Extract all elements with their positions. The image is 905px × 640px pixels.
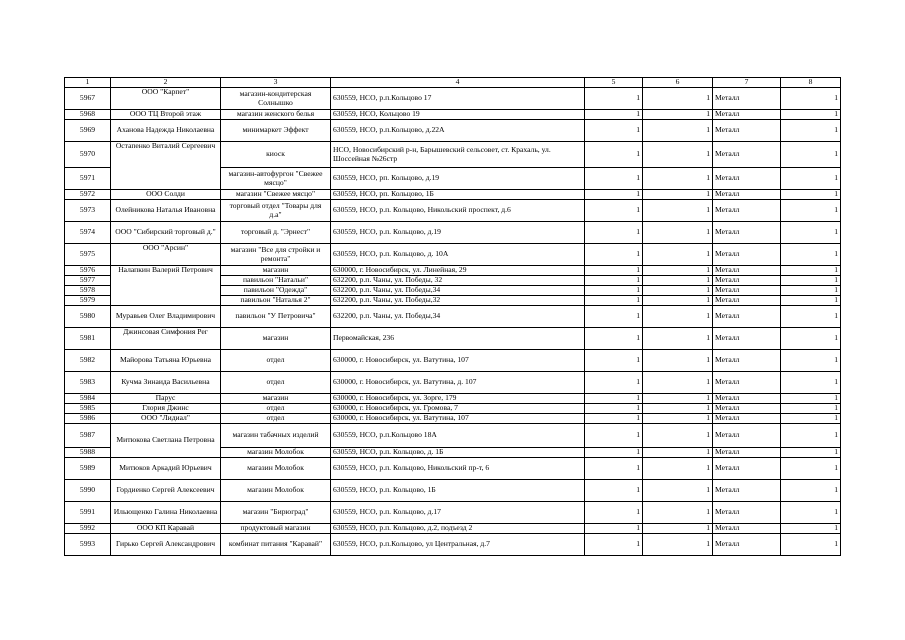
count-cell: 1 [643,286,713,296]
row-number: 5978 [65,286,111,296]
object-type-cell: магазин Молобок [221,448,331,458]
column-header: 7 [713,78,781,88]
count-cell: 1 [643,424,713,448]
row-number: 5979 [65,296,111,306]
material-cell: Металл [713,480,781,502]
organization-cell: Гирько Сергей Александрович [111,534,221,556]
address-cell: 630559, НСО, р.п.Кольцово, д.22А [331,120,585,142]
object-type-cell: торговый отдел "Товары для д.а" [221,200,331,222]
object-type-cell: павильон "Наталья 2" [221,296,331,306]
address-cell: 630559, НСО, р.п.Кольцово 17 [331,88,585,110]
count-cell: 1 [585,458,643,480]
count-cell: 1 [643,200,713,222]
count-cell: 1 [781,222,841,244]
count-cell: 1 [585,372,643,394]
count-cell: 1 [643,394,713,404]
count-cell: 1 [585,200,643,222]
table-row [65,404,841,414]
column-header: 5 [585,78,643,88]
material-cell: Металл [713,110,781,120]
object-type-cell: магазин [221,394,331,404]
table-row [65,244,841,266]
row-number: 5991 [65,502,111,524]
count-cell: 1 [781,404,841,414]
table-row [65,88,841,110]
column-header: 4 [331,78,585,88]
address-cell: 630559, НСО, р.п. Кольцово, д.17 [331,502,585,524]
count-cell: 1 [643,502,713,524]
count-cell: 1 [643,458,713,480]
count-cell: 1 [585,502,643,524]
row-number: 5990 [65,480,111,502]
count-cell: 1 [781,350,841,372]
organization-cell: ООО "Арсин" [111,244,221,266]
object-type-cell: отдел [221,372,331,394]
table-row [65,350,841,372]
count-cell: 1 [585,394,643,404]
address-cell: 630559, НСО, р.п. Кольцово, Никольский пр-т, 6 [331,458,585,480]
address-cell: 630559, НСО, р.п. Кольцово, д. 1Б [331,448,585,458]
address-cell: 630000, г. Новосибирск, ул. Зорге, 179 [331,394,585,404]
address-cell: 630000, г. Новосибирск, ул. Линейная, 29 [331,266,585,276]
count-cell: 1 [585,190,643,200]
count-cell: 1 [643,276,713,286]
address-cell: 630000, г. Новосибирск, ул. Ватутина, 107 [331,414,585,424]
organization-cell: Митюкова Светлана Петровна [111,424,221,458]
organization-cell: ООО "Сибирский торговый д." [111,222,221,244]
count-cell: 1 [585,480,643,502]
object-type-cell: магазин "Свежее мясцо" [221,190,331,200]
count-cell: 1 [643,372,713,394]
count-cell: 1 [781,372,841,394]
count-cell: 1 [643,110,713,120]
count-cell: 1 [643,480,713,502]
address-cell: 632200, р.п. Чаны, ул. Победы, 32 [331,276,585,286]
material-cell: Металл [713,296,781,306]
count-cell: 1 [585,276,643,286]
table-row [65,424,841,448]
count-cell: 1 [643,350,713,372]
material-cell: Металл [713,168,781,190]
header-row [65,78,841,88]
count-cell: 1 [643,120,713,142]
material-cell: Металл [713,424,781,448]
object-type-cell: минимаркет Эффект [221,120,331,142]
count-cell: 1 [585,296,643,306]
row-number: 5987 [65,424,111,448]
organization-cell: Кучма Зинаида Васильевна [111,372,221,394]
material-cell: Металл [713,524,781,534]
table-row [65,142,841,168]
material-cell: Металл [713,88,781,110]
data-table [64,77,841,556]
count-cell: 1 [781,266,841,276]
count-cell: 1 [643,244,713,266]
material-cell: Металл [713,404,781,414]
address-cell: 632200, р.п. Чаны, ул. Победы,32 [331,296,585,306]
row-number: 5981 [65,328,111,350]
row-number: 5984 [65,394,111,404]
count-cell: 1 [643,296,713,306]
material-cell: Металл [713,286,781,296]
object-type-cell: магазин Молобок [221,480,331,502]
address-cell: 630559, НСО, р.п.Кольцово 18А [331,424,585,448]
row-number: 5992 [65,524,111,534]
row-number: 5971 [65,168,111,190]
table-row [65,266,841,276]
object-type-cell: торговый д. "Эрнест" [221,222,331,244]
object-type-cell: павильон "Одежда" [221,286,331,296]
count-cell: 1 [781,200,841,222]
material-cell: Металл [713,222,781,244]
address-cell: 630559, НСО, р.п. Кольцово, Никольский проспект, д.6 [331,200,585,222]
count-cell: 1 [585,414,643,424]
address-cell: 630559, НСО, рп. Кольцово, д.19 [331,168,585,190]
column-header: 2 [111,78,221,88]
count-cell: 1 [643,168,713,190]
address-cell: 630000, г. Новосибирск, ул. Ватутина, д. 107 [331,372,585,394]
organization-cell: Парус [111,394,221,404]
material-cell: Металл [713,244,781,266]
address-cell: НСО, Новосибирский р-н, Барышевский сельсовет, ст. Крахаль, ул. Шоссейная №26стр [331,142,585,168]
count-cell: 1 [781,88,841,110]
organization-cell: Олейникова Наталья Ивановна [111,200,221,222]
count-cell: 1 [781,394,841,404]
row-number: 5968 [65,110,111,120]
row-number: 5973 [65,200,111,222]
organization-cell: ООО "Лидиал" [111,414,221,424]
row-number: 5972 [65,190,111,200]
count-cell: 1 [781,190,841,200]
count-cell: 1 [781,328,841,350]
object-type-cell: продуктовый магазин [221,524,331,534]
address-cell: 630559, НСО, р.п.Кольцово, ул Центральная, д.7 [331,534,585,556]
material-cell: Металл [713,372,781,394]
object-type-cell: магазин-автофургон "Свежее мясцо" [221,168,331,190]
address-cell: 630559, НСО, р.п. Кольцово, д. 10А [331,244,585,266]
material-cell: Металл [713,190,781,200]
count-cell: 1 [585,266,643,276]
count-cell: 1 [781,502,841,524]
address-cell: 630559, НСО, р.п. Кольцово, 1Б [331,480,585,502]
object-type-cell: магазин Молобок [221,458,331,480]
material-cell: Металл [713,350,781,372]
count-cell: 1 [585,424,643,448]
organization-cell: Глория Джинс [111,404,221,414]
count-cell: 1 [585,110,643,120]
column-header: 8 [781,78,841,88]
material-cell: Металл [713,414,781,424]
count-cell: 1 [585,168,643,190]
organization-cell: Остапенко Виталий Сергеевич [111,142,221,190]
count-cell: 1 [585,328,643,350]
organization-cell: Митюков Аркадий Юрьевич [111,458,221,480]
material-cell: Металл [713,328,781,350]
object-type-cell: магазин "Все для стройки и ремонта" [221,244,331,266]
row-number: 5985 [65,404,111,414]
count-cell: 1 [781,110,841,120]
count-cell: 1 [585,120,643,142]
material-cell: Металл [713,394,781,404]
count-cell: 1 [585,244,643,266]
organization-cell: ООО "Карпет" [111,88,221,110]
row-number: 5974 [65,222,111,244]
organization-cell: Гордиенко Сергей Алексеевич [111,480,221,502]
material-cell: Металл [713,306,781,328]
count-cell: 1 [643,222,713,244]
count-cell: 1 [585,534,643,556]
count-cell: 1 [781,142,841,168]
table-row [65,120,841,142]
column-header: 1 [65,78,111,88]
count-cell: 1 [781,120,841,142]
object-type-cell: магазин табачных изделий [221,424,331,448]
organization-cell: ООО Солди [111,190,221,200]
material-cell: Металл [713,448,781,458]
count-cell: 1 [781,480,841,502]
table-row [65,328,841,350]
object-type-cell: магазин женского белья [221,110,331,120]
count-cell: 1 [585,404,643,414]
count-cell: 1 [781,286,841,296]
object-type-cell: павильон "Натальи" [221,276,331,286]
address-cell: 630559, НСО, Кольцово 19 [331,110,585,120]
table-row [65,190,841,200]
object-type-cell: комбинат питания "Каравай" [221,534,331,556]
material-cell: Металл [713,458,781,480]
count-cell: 1 [643,266,713,276]
count-cell: 1 [781,458,841,480]
count-cell: 1 [585,306,643,328]
address-cell: 630559, НСО, р.п. Кольцово, д.19 [331,222,585,244]
object-type-cell: отдел [221,414,331,424]
count-cell: 1 [585,222,643,244]
organization-cell: Джинсовая Симфония Рег [111,328,221,350]
address-cell: 632200, р.п. Чаны, ул. Победы,34 [331,286,585,296]
object-type-cell: киоск [221,142,331,168]
count-cell: 1 [585,142,643,168]
count-cell: 1 [781,414,841,424]
row-number: 5970 [65,142,111,168]
table-row [65,502,841,524]
material-cell: Металл [713,142,781,168]
row-number: 5975 [65,244,111,266]
count-cell: 1 [643,88,713,110]
table-row [65,306,841,328]
organization-cell: Аханова Надежда Николаевна [111,120,221,142]
object-type-cell: павильон "У Петровича" [221,306,331,328]
row-number: 5993 [65,534,111,556]
material-cell: Металл [713,534,781,556]
count-cell: 1 [781,448,841,458]
table-row [65,372,841,394]
count-cell: 1 [643,328,713,350]
count-cell: 1 [643,306,713,328]
row-number: 5986 [65,414,111,424]
organization-cell: ООО КП Каравай [111,524,221,534]
count-cell: 1 [781,296,841,306]
table-row [65,222,841,244]
row-number: 5988 [65,448,111,458]
address-cell: Первомайская, 236 [331,328,585,350]
count-cell: 1 [585,350,643,372]
table-row [65,458,841,480]
count-cell: 1 [585,88,643,110]
object-type-cell: магазин-кондитерская Солнышко [221,88,331,110]
organization-cell: ООО ТЦ Второй этаж [111,110,221,120]
object-type-cell: отдел [221,350,331,372]
object-type-cell: магазин [221,328,331,350]
row-number: 5976 [65,266,111,276]
count-cell: 1 [643,414,713,424]
count-cell: 1 [781,244,841,266]
material-cell: Металл [713,200,781,222]
organization-cell: Налапкин Валерий Петрович [111,266,221,306]
table-row [65,480,841,502]
count-cell: 1 [643,524,713,534]
count-cell: 1 [643,142,713,168]
count-cell: 1 [585,448,643,458]
material-cell: Металл [713,276,781,286]
column-header: 3 [221,78,331,88]
table-row [65,414,841,424]
count-cell: 1 [781,306,841,328]
address-cell: 632200, р.п. Чаны, ул. Победы,34 [331,306,585,328]
table-row [65,200,841,222]
address-cell: 630559, НСО, рп. Кольцово, 1Б [331,190,585,200]
material-cell: Металл [713,502,781,524]
organization-cell: Муравьев Олег Владимирович [111,306,221,328]
count-cell: 1 [781,276,841,286]
table-row [65,524,841,534]
count-cell: 1 [781,168,841,190]
row-number: 5969 [65,120,111,142]
row-number: 5980 [65,306,111,328]
count-cell: 1 [643,448,713,458]
count-cell: 1 [781,524,841,534]
count-cell: 1 [585,524,643,534]
organization-cell: Ильющенко Галина Николаевна [111,502,221,524]
count-cell: 1 [781,534,841,556]
table-row [65,110,841,120]
material-cell: Металл [713,120,781,142]
address-cell: 630000, г. Новосибирск, ул. Громова, 7 [331,404,585,414]
object-type-cell: отдел [221,404,331,414]
count-cell: 1 [643,190,713,200]
row-number: 5983 [65,372,111,394]
material-cell: Металл [713,266,781,276]
row-number: 5982 [65,350,111,372]
row-number: 5977 [65,276,111,286]
address-cell: 630559, НСО, р.п. Кольцово, д.2, подъезд 2 [331,524,585,534]
organization-cell: Майорова Татьяна Юрьевна [111,350,221,372]
count-cell: 1 [643,404,713,414]
object-type-cell: магазин [221,266,331,276]
count-cell: 1 [781,424,841,448]
table-row [65,394,841,404]
count-cell: 1 [585,286,643,296]
row-number: 5967 [65,88,111,110]
address-cell: 630000, г. Новосибирск, ул. Ватутина, 107 [331,350,585,372]
object-type-cell: магазин "Бирюград" [221,502,331,524]
column-header: 6 [643,78,713,88]
table-row [65,534,841,556]
row-number: 5989 [65,458,111,480]
count-cell: 1 [643,534,713,556]
